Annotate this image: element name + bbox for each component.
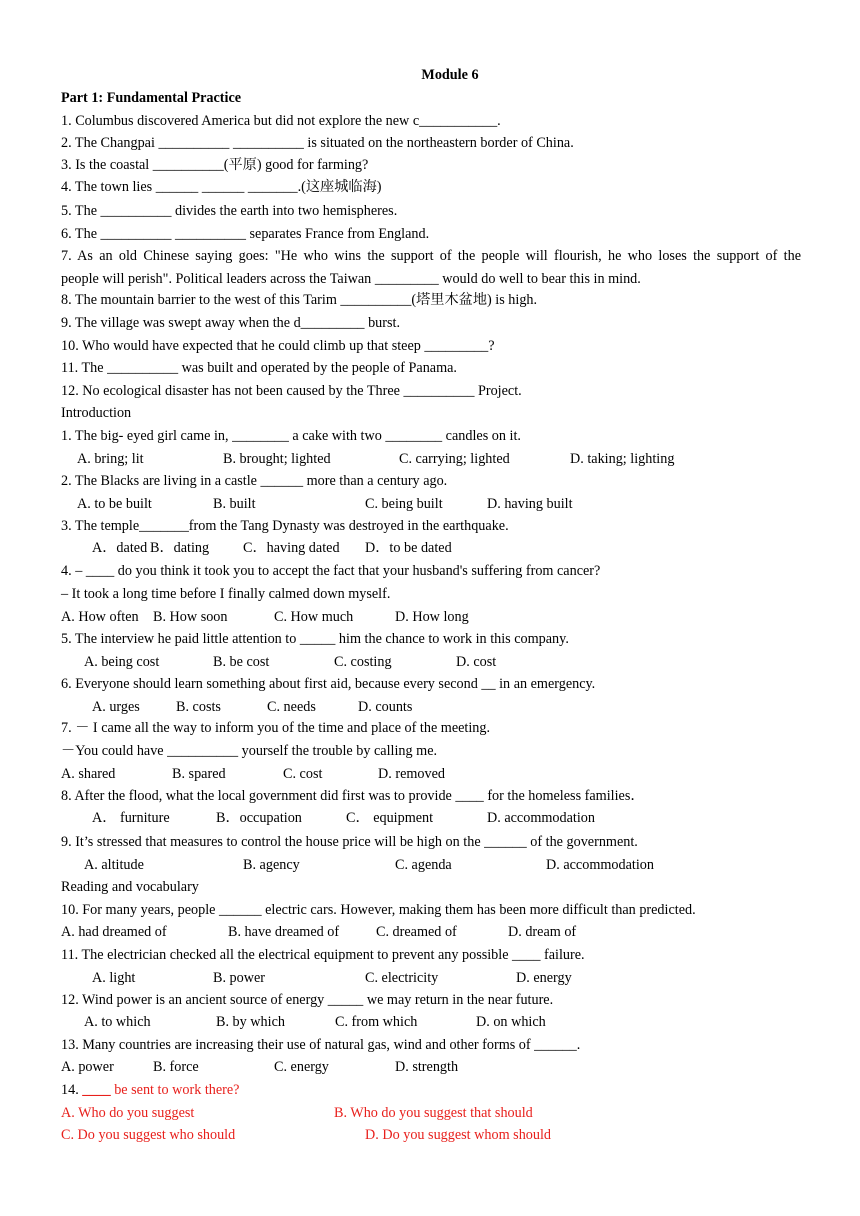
option-b: B. power xyxy=(213,970,266,986)
option-d: D. dream of xyxy=(508,924,577,940)
option-d: D. taking; lighting xyxy=(570,451,675,467)
option-d: D. accommodation xyxy=(546,857,654,873)
option-c: C．having dated xyxy=(243,540,340,556)
option-c: C. electricity xyxy=(365,970,439,986)
option-a: A． furniture xyxy=(92,810,170,826)
question-stem: 3. The temple_______from the Tang Dynasty was destroyed in the earthquake. xyxy=(61,518,509,534)
fill-in-item: 2. The Changpai __________ __________ is situated on the northeastern border of China. xyxy=(61,135,574,151)
fill-in-item: 8. The mountain barrier to the west of this Tarim __________(塔里木盆地) is high. xyxy=(61,292,538,308)
option-c: C. needs xyxy=(267,699,316,715)
option-b: B. agency xyxy=(243,857,300,873)
option-a: A. Who do you suggest xyxy=(61,1105,195,1121)
option-d: D. How long xyxy=(395,609,469,625)
question-stem: 2. The Blacks are living in a castle ______ more than a century ago. xyxy=(61,473,448,489)
question-stem: 12. Wind power is an ancient source of energy _____ we may return in the near future. xyxy=(61,992,554,1008)
option-b: B. have dreamed of xyxy=(228,924,340,940)
section-heading-reading: Reading and vocabulary xyxy=(61,879,199,895)
question-text: be sent to work there? xyxy=(110,1082,240,1098)
fill-in-item: 4. The town lies ______ ______ _______.(这座城临海) xyxy=(61,179,382,195)
fill-in-item: 5. The __________ divides the earth into two hemispheres. xyxy=(61,203,398,219)
option-d: D．to be dated xyxy=(365,540,452,556)
fill-in-item: 10. Who would have expected that he could climb up that steep _________? xyxy=(61,338,495,354)
question-stem: 11. The electrician checked all the electrical equipment to prevent any possible ____ failure. xyxy=(61,947,585,963)
option-b: B. built xyxy=(213,496,256,512)
fill-in-item: 7. As an old Chinese saying goes: "He who wins the support of the people will flourish, he who loses the support of the xyxy=(61,248,801,264)
question-stem: 7. － I came all the way to inform you of the time and place of the meeting. xyxy=(61,720,491,736)
option-d: D. Do you suggest whom should xyxy=(365,1127,552,1143)
question-number: 14. xyxy=(61,1082,83,1098)
option-a: A. How often xyxy=(61,609,139,625)
question-stem: 9. It’s stressed that measures to control the house price will be high on the ______ of the government. xyxy=(61,834,638,850)
option-a: A. shared xyxy=(61,766,116,782)
option-c: C． equipment xyxy=(346,810,434,826)
option-a: A. urges xyxy=(92,699,140,715)
fill-in-item: 3. Is the coastal __________(平原) good for farming? xyxy=(61,157,369,173)
option-c: C. costing xyxy=(334,654,392,670)
fill-in-item: 9. The village was swept away when the d_________ burst. xyxy=(61,315,400,331)
question-stem: 13. Many countries are increasing their use of natural gas, wind and other forms of ______. xyxy=(61,1037,581,1053)
option-a: A. altitude xyxy=(84,857,144,873)
option-a: A. light xyxy=(92,970,136,986)
option-b: B．dating xyxy=(150,540,210,556)
option-c: C. cost xyxy=(283,766,323,782)
option-c: C. How much xyxy=(274,609,354,625)
option-d: D. counts xyxy=(358,699,413,715)
question-stem: 4. – ____ do you think it took you to accept the fact that your husband's suffering from cancer? xyxy=(61,563,601,579)
option-a: A. had dreamed of xyxy=(61,924,167,940)
option-c: C. being built xyxy=(365,496,443,512)
question-stem: 10. For many years, people ______ electric cars. However, making them has been more difficult than predicted. xyxy=(61,902,696,918)
option-a: A. power xyxy=(61,1059,114,1075)
fill-in-item: 12. No ecological disaster has not been caused by the Three __________ Project. xyxy=(61,383,522,399)
fill-in-item-continued: people will perish". Political leaders across the Taiwan _________ would do well to bear this in mind. xyxy=(61,271,641,287)
option-b: B. brought; lighted xyxy=(223,451,331,467)
option-a: A. being cost xyxy=(84,654,160,670)
answer-blank: ____ xyxy=(82,1082,111,1098)
dialogue-reply: – It took a long time before I finally calmed down myself. xyxy=(61,586,391,602)
question-stem: 6. Everyone should learn something about first aid, because every second __ in an emergency. xyxy=(61,676,596,692)
option-b: B. by which xyxy=(216,1014,285,1030)
fill-in-item: 6. The __________ __________ separates France from England. xyxy=(61,226,430,242)
fill-in-item: 1. Columbus discovered America but did not explore the new c___________. xyxy=(61,113,501,129)
option-b: B. costs xyxy=(176,699,221,715)
option-c: C. from which xyxy=(335,1014,418,1030)
option-b: B. How soon xyxy=(153,609,228,625)
option-d: D. removed xyxy=(378,766,445,782)
question-stem: 5. The interview he paid little attention to _____ him the chance to work in this company. xyxy=(61,631,569,647)
section-heading-introduction: Introduction xyxy=(61,405,132,421)
option-a: A. bring; lit xyxy=(77,451,144,467)
option-b: B. be cost xyxy=(213,654,270,670)
option-b: B．occupation xyxy=(216,810,302,826)
option-b: B. spared xyxy=(172,766,226,782)
option-a: A．dated xyxy=(92,540,148,556)
option-c: C. dreamed of xyxy=(376,924,457,940)
option-d: D. cost xyxy=(456,654,497,670)
option-d: D. on which xyxy=(476,1014,546,1030)
dialogue-reply: －You could have __________ yourself the trouble by calling me. xyxy=(61,743,438,759)
part1-heading: Part 1: Fundamental Practice xyxy=(61,90,242,106)
option-c: C. agenda xyxy=(395,857,452,873)
page-title: Module 6 xyxy=(421,67,479,83)
option-b: B. force xyxy=(153,1059,199,1075)
question-stem: 1. The big- eyed girl came in, ________ a cake with two ________ candles on it. xyxy=(61,428,521,444)
option-a: A. to which xyxy=(84,1014,151,1030)
option-d: D. having built xyxy=(487,496,573,512)
option-b: B. Who do you suggest that should xyxy=(334,1105,533,1121)
question-stem: 8. After the flood, what the local government did first was to provide ____ for the homeless families． xyxy=(61,788,645,804)
question-stem xyxy=(61,1081,239,1099)
fill-in-item: 11. The __________ was built and operated by the people of Panama. xyxy=(61,360,457,376)
option-c: C. carrying; lighted xyxy=(399,451,510,467)
option-c: C. Do you suggest who should xyxy=(61,1127,236,1143)
option-a: A. to be built xyxy=(77,496,152,512)
option-c: C. energy xyxy=(274,1059,329,1075)
option-d: D. energy xyxy=(516,970,572,986)
option-d: D. strength xyxy=(395,1059,459,1075)
option-d: D. accommodation xyxy=(487,810,595,826)
